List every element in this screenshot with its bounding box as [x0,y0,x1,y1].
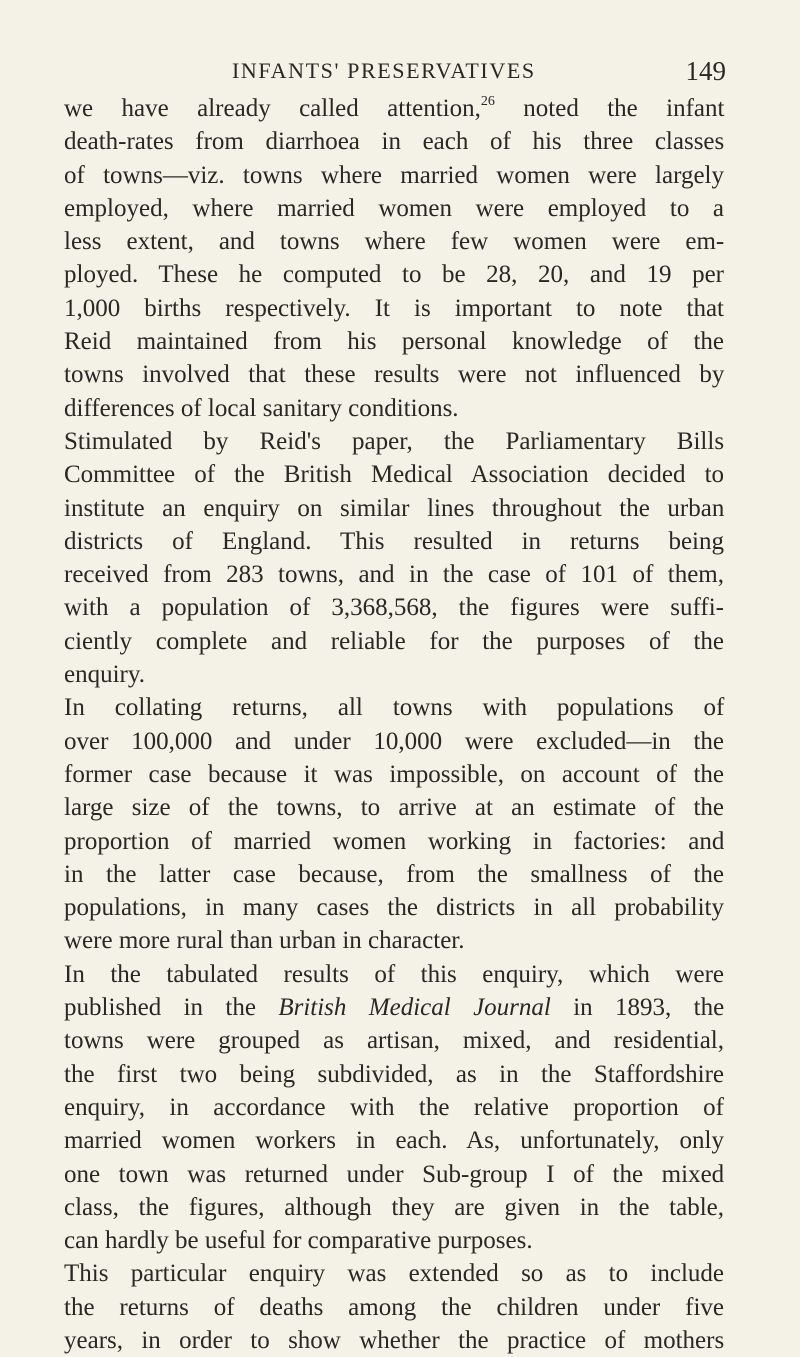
text-line-content: received from 283 towns, and in the case of 101 of them, [64,561,724,589]
text-line-content: were more rural than urban in character. [64,927,465,955]
text-line-content: employed, where married women were employed to a [64,194,724,222]
text-line-content: Reid maintained from his personal knowledge of the [64,328,724,356]
text-line [64,1124,724,1157]
text-line [64,492,724,525]
text-line [64,1158,724,1191]
running-head: INFANTS' PRESERVATIVES [232,58,536,83]
text-line-content: of towns—viz. towns where married women were largely [64,161,724,189]
text-line [64,1291,724,1324]
text-line-continuation: in 1893, the [550,994,725,1022]
text-line [64,425,724,458]
footnote-marker: 26 [480,94,495,109]
text-line [64,558,724,591]
text-line-content: enquiry. [64,661,145,689]
text-line [64,392,724,425]
text-line-content: with a population of 3,368,568, the figures were suffi- [64,594,724,622]
text-line-content: differences of local sanitary conditions. [64,394,459,422]
text-line [64,791,724,824]
text-line [64,1024,724,1057]
text-line-content: proportion of married women working in factories: and [64,827,725,855]
text-line-content: districts of England. This resulted in returns being [64,527,724,555]
text-line [64,1091,724,1124]
text-line [64,958,724,991]
text-line [64,858,724,891]
text-line-content: published in the [64,994,279,1022]
journal-title: British Medical Journal [278,994,551,1022]
text-line [64,1224,724,1257]
text-line-content: over 100,000 and under 10,000 were excluded—in the [64,727,724,755]
text-line [64,891,724,924]
text-line-content: one town was returned under Sub-group I of the mixed [64,1160,725,1188]
text-line [64,1324,724,1357]
text-line [64,691,724,724]
text-line-content: large size of the towns, to arrive at an estimate of the [64,794,724,822]
text-line [64,825,724,858]
text-line [64,525,724,558]
text-line-content: institute an enquiry on similar lines throughout the urban [64,494,725,522]
text-line [64,225,724,258]
text-line-content: In collating returns, all towns with populations of [64,694,725,722]
text-line [64,458,724,491]
text-line-content: the returns of deaths among the children under five [64,1293,724,1321]
text-line [64,325,724,358]
text-line-content: in the latter case because, from the smallness of the [64,860,724,888]
text-line-content: years, in order to show whether the practice of mothers [64,1326,725,1354]
text-line [64,292,724,325]
text-line [64,758,724,791]
text-line [64,92,724,125]
text-line-content: less extent, and towns where few women were em- [64,228,725,256]
text-line-content: ciently complete and reliable for the purposes of the [64,627,724,655]
text-line [64,591,724,624]
text-line-content: can hardly be useful for comparative purposes. [64,1227,533,1255]
text-line [64,159,724,192]
text-line-content: towns involved that these results were not influenced by [64,361,725,389]
text-line-content: Committee of the British Medical Association decided to [64,461,725,489]
page-header [64,52,726,92]
text-line [64,924,724,957]
text-line-content: married women workers in each. As, unfortunately, only [64,1127,724,1155]
text-line [64,625,724,658]
text-line-content: ployed. These he computed to be 28, 20, and 19 per [64,261,724,289]
text-line-content: the first two being subdivided, as in the Staffordshire [64,1060,724,1088]
text-line [64,658,724,691]
body-text [64,92,724,1357]
text-line-content: we have already called attention, [64,95,481,122]
text-line [64,1191,724,1224]
text-line-content: In the tabulated results of this enquiry, which were [64,960,724,988]
text-line-continuation: noted the infant [494,95,725,122]
text-line [64,358,724,391]
text-line [64,258,724,291]
text-line [64,192,724,225]
text-line [64,125,724,158]
text-line-content: class, the figures, although they are given in the table, [64,1193,724,1221]
text-line-content: towns were grouped as artisan, mixed, and residential, [64,1027,724,1055]
text-line-content: Stimulated by Reid's paper, the Parliamentary Bills [64,427,725,455]
text-line [64,1257,724,1290]
text-line-content: This particular enquiry was extended so as to include [64,1260,724,1288]
text-line [64,725,724,758]
page-number: 149 [685,56,726,86]
text-line-content: enquiry, in accordance with the relative proportion of [64,1093,724,1121]
text-line [64,991,724,1024]
text-line-content: death-rates from diarrhoea in each of his three classes [64,128,725,156]
text-line [64,1058,724,1091]
text-line-content: 1,000 births respectively. It is important to note that [64,294,724,322]
text-line-content: former case because it was impossible, on account of the [64,760,724,788]
text-line-content: populations, in many cases the districts in all probability [64,894,724,922]
